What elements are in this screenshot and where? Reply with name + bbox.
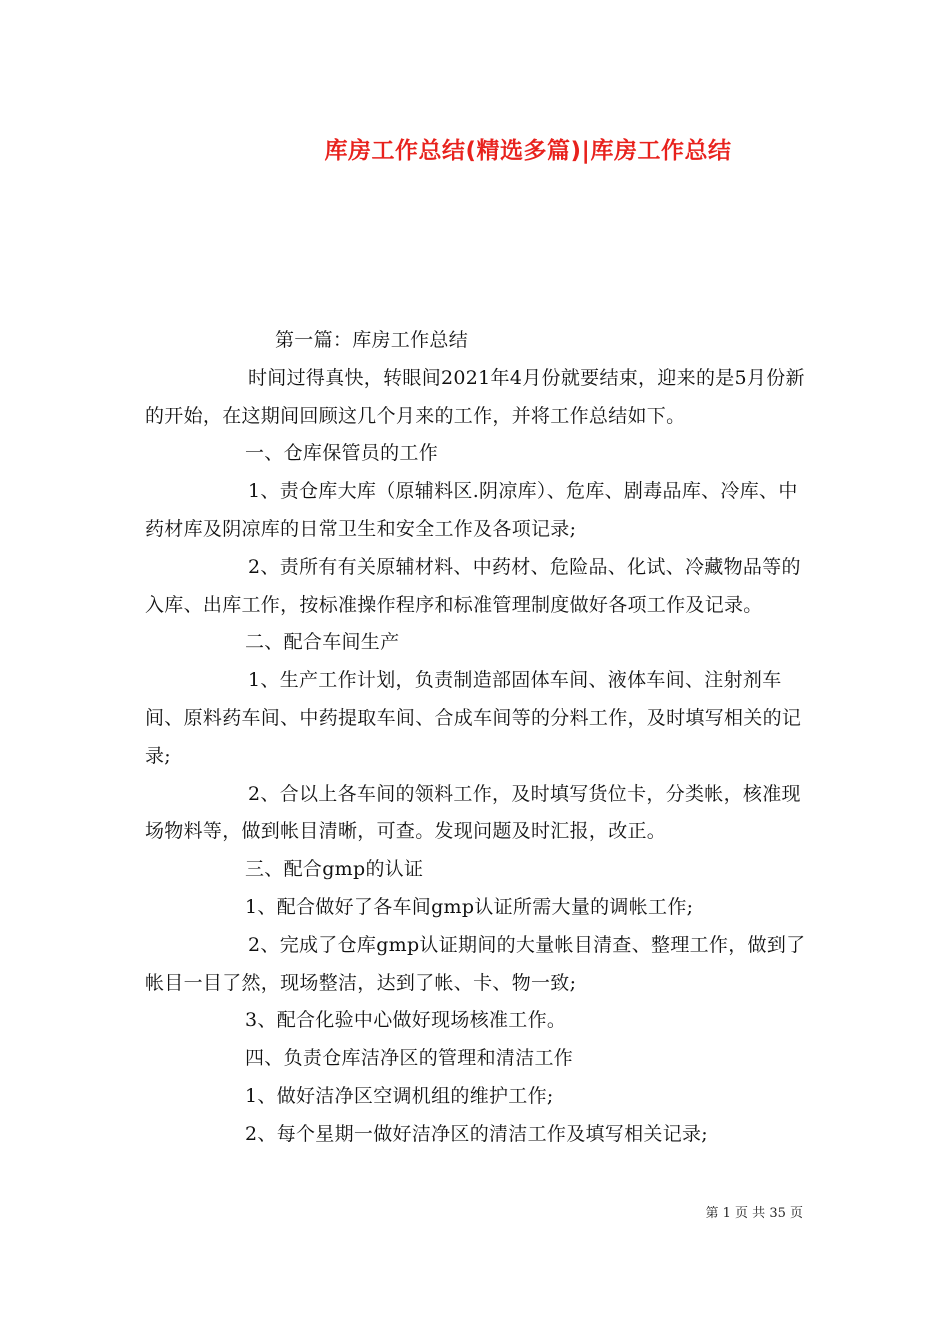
- section-heading-2: 二、配合车间生产: [245, 631, 400, 654]
- page-number-footer: 第 1 页 共 35 页: [705, 1206, 803, 1221]
- document-title: 库房工作总结(精选多篇)|库房工作总结: [324, 138, 732, 164]
- list-item-4-1: 1、做好洁净区空调机组的维护工作;: [245, 1084, 554, 1107]
- intro-paragraph: 时间过得真快，转眼间2021年4月份就要结束，迎来的是5月份新的开始，在这期间回顾这几个月来的工作，并将工作总结如下。: [145, 366, 805, 427]
- list-item-3-1: 1、配合做好了各车间gmp认证所需大量的调帐工作;: [245, 895, 694, 918]
- section-heading-1: 一、仓库保管员的工作: [245, 442, 439, 465]
- list-item-1-1: 1、责仓库大库（原辅料区.阴凉库）、危库、剧毒品库、冷库、中药材库及阴凉库的日常卫生和安全工作及各项记录;: [145, 480, 798, 540]
- list-item-2-1: 1、生产工作计划，负责制造部固体车间、液体车间、注射剂车间、原料药车间、中药提取车间、合成车间等的分料工作，及时填写相关的记录;: [145, 669, 802, 767]
- heading-part-one: 第一篇：库房工作总结: [275, 329, 469, 351]
- list-item-1-2: 2、责所有有关原辅材料、中药材、危险品、化试、冷藏物品等的入库、出库工作，按标准操作程序和标准管理制度做好各项工作及记录。: [145, 555, 801, 616]
- list-item-2-2: 2、合以上各车间的领料工作，及时填写货位卡，分类帐，核准现场物料等，做到帐目清晰，可查。发现问题及时汇报，改正。: [145, 782, 801, 843]
- list-item-4-2: 2、每个星期一做好洁净区的清洁工作及填写相关记录;: [245, 1122, 708, 1145]
- section-heading-3: 三、配合gmp的认证: [245, 858, 424, 881]
- section-heading-4: 四、负责仓库洁净区的管理和清洁工作: [245, 1047, 574, 1070]
- document-body: [145, 322, 810, 1154]
- list-item-3-3: 3、配合化验中心做好现场核准工作。: [245, 1009, 567, 1032]
- list-item-3-2: 2、完成了仓库gmp认证期间的大量帐目清查、整理工作，做到了帐目一目了然，现场整洁，达到了帐、卡、物一致;: [145, 933, 806, 994]
